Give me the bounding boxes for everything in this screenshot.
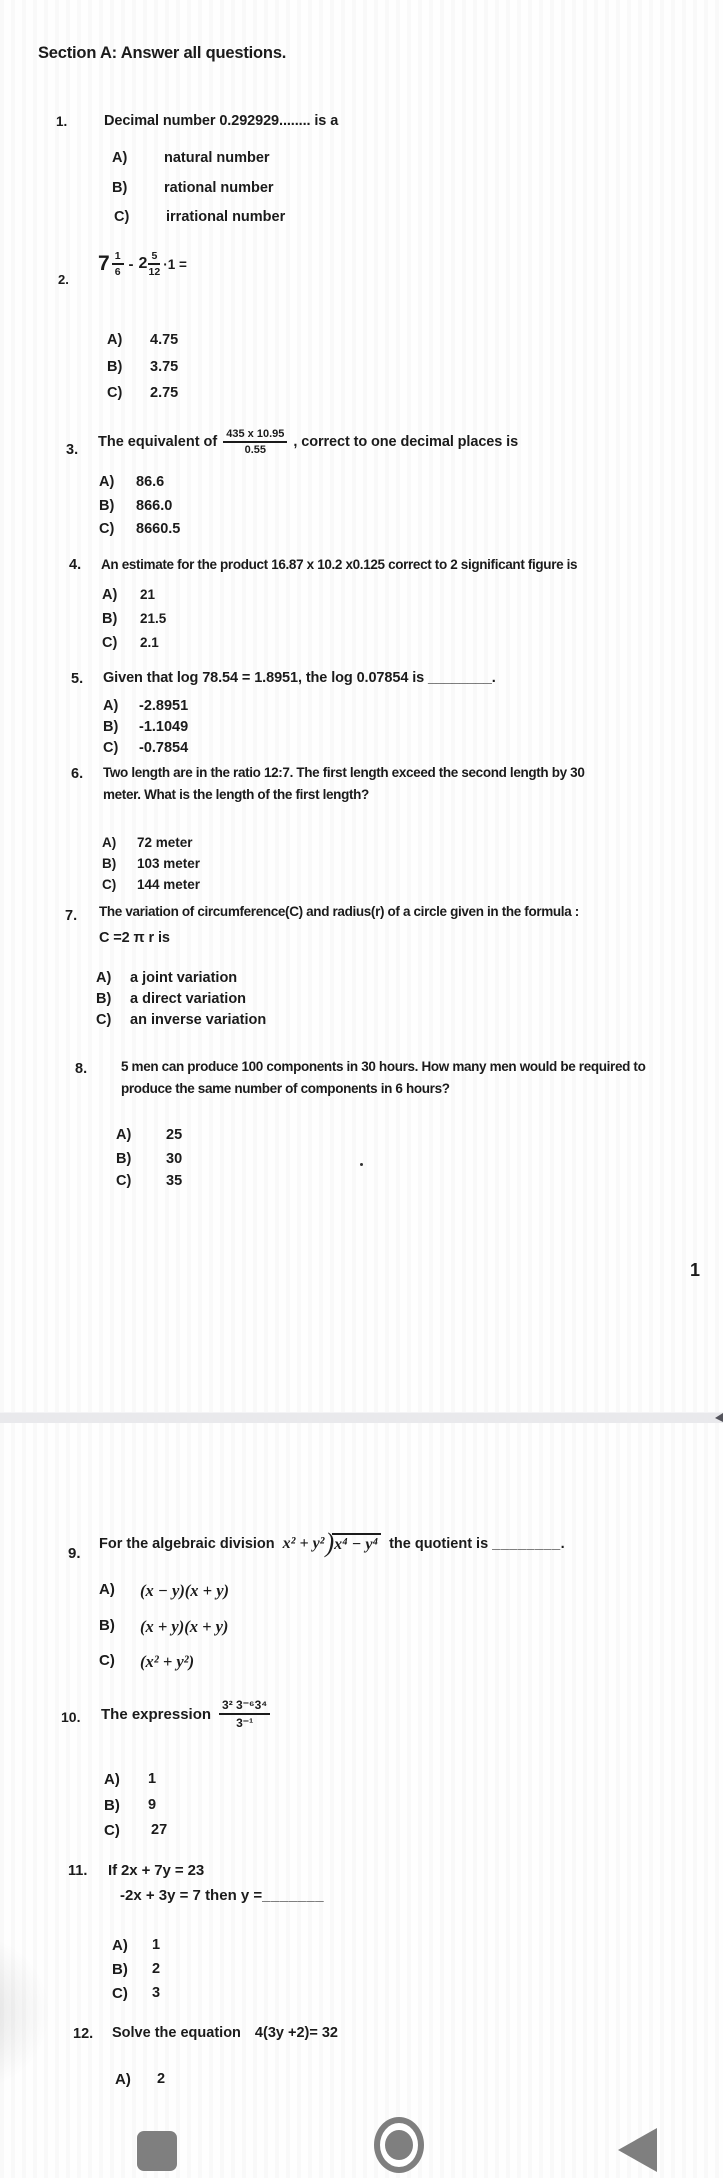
q1-option-c (0, 209, 723, 229)
option-letter: B) (112, 180, 128, 196)
option-letter: A) (103, 698, 119, 714)
question-2-expression (98, 250, 187, 278)
division-divisor: x² + y² (282, 1534, 325, 1552)
q1-option-a (0, 150, 723, 170)
question-7-number: 7. (65, 908, 78, 924)
question-6-number: 6. (71, 766, 84, 782)
option-label: a joint variation (130, 970, 238, 986)
section-title: Section A: Answer all questions. (38, 44, 287, 62)
option-label: (x − y)(x + y) (140, 1581, 230, 1600)
question-8-text-line2: produce the same number of components in 6 hours? (121, 1081, 450, 1096)
q2-option-a (0, 332, 723, 352)
equation: 4(3y +2)= 32 (254, 2025, 338, 2041)
option-letter: A) (102, 587, 118, 603)
q12-option-a (0, 2071, 723, 2091)
home-button[interactable] (374, 2117, 424, 2173)
expression-tail: ·1 = (163, 256, 187, 272)
fraction (148, 250, 160, 278)
option-letter: C) (114, 209, 130, 225)
question-11-line1: If 2x + 7y = 23 (108, 1862, 205, 1879)
option-letter: C) (99, 521, 115, 537)
q10-option-a (0, 1771, 723, 1791)
option-label: 27 (151, 1822, 168, 1838)
option-label: an inverse variation (130, 1012, 267, 1028)
q5-option-c (0, 740, 723, 760)
option-label: a direct variation (130, 991, 247, 1007)
option-label: 2 (157, 2071, 166, 2087)
q11-option-b (0, 1961, 723, 1981)
option-letter: C) (104, 1822, 120, 1839)
option-label: 21.5 (140, 611, 167, 626)
q9-option-c (0, 1652, 723, 1672)
option-label: -0.7854 (139, 740, 189, 756)
option-letter: A) (104, 1771, 120, 1788)
option-letter: A) (102, 835, 117, 850)
q9-option-b (0, 1617, 723, 1637)
option-label: 25 (166, 1127, 183, 1143)
question-4-text: An estimate for the product 16.87 x 10.2 x0.125 correct to 2 significant figure is (101, 557, 578, 572)
option-label: 1 (148, 1771, 157, 1787)
q8-option-b (0, 1151, 723, 1171)
q10-option-b (0, 1797, 723, 1817)
q1-option-b (0, 180, 723, 200)
option-letter: A) (116, 1127, 132, 1143)
q11-option-c (0, 1985, 723, 2005)
q7-option-b (0, 991, 723, 1011)
question-11-line2 (120, 1887, 324, 1904)
stray-ink-dot (360, 1163, 363, 1166)
option-letter: C) (99, 1652, 115, 1669)
option-letter: B) (102, 611, 118, 627)
fraction (223, 428, 287, 456)
question-8-number: 8. (75, 1061, 88, 1077)
option-label: 2 (152, 1961, 161, 1977)
question-text-post: , correct to one decimal places is (293, 434, 519, 450)
operator-minus: - (128, 255, 134, 273)
option-letter: B) (103, 719, 119, 735)
equation-text: -2x + 3y = 7 then y = (120, 1887, 263, 1904)
fraction-numerator: 3² 3⁻⁶3⁴ (219, 1698, 270, 1715)
q3-option-c (0, 521, 723, 541)
option-label: 9 (148, 1797, 157, 1813)
q3-option-a (0, 474, 723, 494)
question-4-number: 4. (69, 557, 82, 573)
option-letter: C) (102, 635, 118, 651)
option-label: 86.6 (136, 474, 165, 490)
question-12-number: 12. (73, 2026, 94, 2042)
fraction-denominator: 3⁻¹ (236, 1716, 254, 1730)
option-letter: A) (96, 970, 112, 986)
question-text-post: the quotient is (389, 1535, 489, 1552)
question-12-text (112, 2025, 338, 2041)
question-10-text (101, 1698, 270, 1730)
q6-option-c (0, 877, 723, 897)
fraction-denominator: 0.55 (244, 444, 267, 456)
option-label: (x² + y²) (140, 1652, 195, 1671)
option-letter: C) (107, 385, 123, 401)
option-label: -1.1049 (139, 719, 189, 735)
option-label: 30 (166, 1151, 183, 1167)
option-letter: A) (107, 332, 123, 348)
option-letter: A) (112, 1937, 128, 1954)
question-text-pre: For the algebraic division (99, 1535, 275, 1552)
option-letter: B) (99, 498, 115, 514)
q8-option-c (0, 1173, 723, 1193)
q2-option-c (0, 385, 723, 405)
question-6-text-line1: Two length are in the ratio 12:7. The first length exceed the second length by 30 (103, 765, 585, 780)
option-label: 3.75 (150, 359, 179, 375)
option-letter: B) (116, 1151, 132, 1167)
q6-option-b (0, 856, 723, 876)
option-letter: B) (102, 856, 117, 871)
option-letter: A) (112, 150, 128, 166)
option-label: natural number (164, 150, 270, 166)
q4-option-c (0, 635, 723, 655)
mixed-number-whole: 2 (138, 255, 148, 272)
back-button[interactable] (618, 2128, 657, 2172)
option-label: irrational number (166, 209, 286, 225)
long-division-expression (282, 1527, 381, 1558)
option-label: 4.75 (150, 332, 179, 348)
option-label: 144 meter (137, 877, 201, 892)
option-label: 103 meter (137, 856, 201, 871)
option-label: 72 meter (137, 835, 193, 850)
answer-blank: ________ (492, 1535, 561, 1552)
document-page-2 (0, 1423, 723, 2178)
option-letter: B) (96, 991, 112, 1007)
answer-blank: _______ (262, 1887, 325, 1904)
home-button-inner-dot (385, 2130, 413, 2160)
option-letter: B) (112, 1961, 128, 1978)
option-letter: C) (112, 1985, 128, 2002)
question-7-text-line1: The variation of circumference(C) and radius(r) of a circle given in the formula : (99, 904, 579, 919)
question-10-number: 10. (61, 1709, 81, 1725)
question-5-text: Given that log 78.54 = 1.8951, the log 0.07854 is ________. (103, 670, 496, 686)
q4-option-b (0, 611, 723, 631)
option-letter: B) (107, 359, 123, 375)
question-3-text (98, 428, 518, 456)
option-label: 2.1 (140, 635, 159, 650)
long-division-bracket: ) (325, 1527, 335, 1558)
question-11-number: 11. (68, 1863, 88, 1879)
fraction-denominator: 6 (114, 266, 121, 278)
question-9-number: 9. (68, 1545, 81, 1562)
question-6-text-line2: meter. What is the length of the first length? (103, 787, 369, 802)
option-letter: B) (99, 1617, 115, 1634)
question-8-text-line1: 5 men can produce 100 components in 30 hours. How many men would be required to (121, 1059, 646, 1074)
option-label: (x + y)(x + y) (140, 1617, 229, 1636)
q5-option-b (0, 719, 723, 739)
question-9-text (99, 1527, 565, 1558)
q8-option-a (0, 1127, 723, 1147)
q7-option-a (0, 970, 723, 990)
option-label: 1 (152, 1937, 161, 1953)
page-number: 1 (690, 1260, 701, 1280)
option-letter: A) (99, 474, 115, 490)
option-label: 35 (166, 1173, 183, 1189)
q6-option-a (0, 835, 723, 855)
option-letter: C) (116, 1173, 132, 1189)
option-label: 3 (152, 1985, 161, 2001)
option-label: 8660.5 (136, 521, 181, 537)
q11-option-a (0, 1937, 723, 1957)
question-5-number: 5. (71, 671, 84, 687)
fraction-denominator: 12 (148, 266, 161, 278)
option-label: 866.0 (136, 498, 173, 514)
option-label: 21 (140, 587, 156, 602)
division-dividend: x⁴ − y⁴ (332, 1533, 381, 1554)
question-text-pre: The equivalent of (98, 434, 218, 450)
fraction-numerator: 5 (148, 250, 160, 265)
q3-option-b (0, 498, 723, 518)
question-text-pre: The expression (101, 1705, 212, 1723)
fraction-numerator: 435 x 10.95 (223, 428, 287, 443)
fraction-numerator: 1 (112, 250, 124, 265)
option-letter: C) (102, 877, 117, 892)
q10-option-c (0, 1822, 723, 1842)
option-letter: C) (103, 740, 119, 756)
q5-option-a (0, 698, 723, 718)
question-7-text-line2: C =2 π r is (99, 930, 170, 946)
q9-option-a (0, 1581, 723, 1601)
option-label: rational number (164, 180, 274, 196)
option-letter: A) (99, 1581, 115, 1598)
option-letter: B) (104, 1797, 120, 1814)
q7-option-c (0, 1012, 723, 1032)
question-2-number: 2. (58, 272, 69, 287)
question-1-text: Decimal number 0.292929........ is a (104, 113, 339, 129)
question-1-number: 1. (56, 114, 68, 129)
option-letter: A) (115, 2071, 131, 2088)
q4-option-a (0, 587, 723, 607)
period: . (560, 1535, 565, 1552)
fraction (219, 1698, 270, 1730)
q2-option-b (0, 359, 723, 379)
question-3-number: 3. (66, 442, 79, 458)
fraction (112, 250, 124, 278)
recents-button[interactable] (137, 2131, 177, 2171)
option-label: -2.8951 (139, 698, 189, 714)
question-text-pre: Solve the equation (112, 2025, 241, 2041)
option-label: 2.75 (150, 385, 179, 401)
option-letter: C) (96, 1012, 112, 1028)
mixed-number-whole: 7 (98, 252, 110, 275)
